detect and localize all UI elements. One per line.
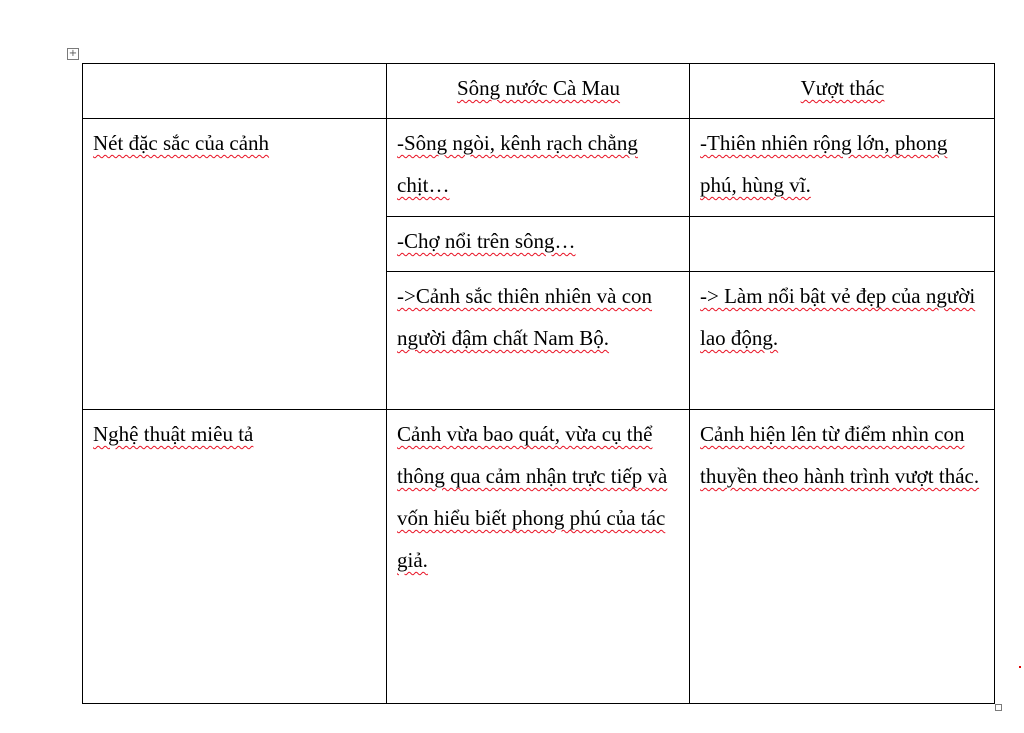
cell-empty[interactable] [690, 217, 995, 272]
spell-mark [1019, 666, 1021, 668]
cell-thien-nhien[interactable]: -Thiên nhiên rộng lớn, phong phú, hùng vĩ. [690, 119, 995, 217]
table-move-icon[interactable]: + [68, 48, 78, 59]
cell-canh-hien-len[interactable]: Cảnh hiện lên từ điểm nhìn con thuyền theo hành trình vượt thác. [690, 410, 995, 704]
header-cell-empty[interactable] [83, 64, 387, 119]
header-cell-song-nuoc-ca-mau[interactable]: Sông nước Cà Mau [387, 64, 690, 119]
header-cell-vuot-thac[interactable]: Vượt thác [690, 64, 995, 119]
comparison-table [82, 63, 995, 704]
table-row [83, 410, 995, 704]
cell-canh-vua-bao-quat[interactable]: Cảnh vừa bao quát, vừa cụ thể thông qua cảm nhận trực tiếp và vốn hiểu biết phong phú của tác giả. [387, 410, 690, 704]
row-label-net-dac-sac[interactable]: Nét đặc sắc của cảnh [83, 119, 387, 410]
text-cursor [994, 410, 995, 440]
table-row [83, 119, 995, 217]
cell-song-ngoi[interactable]: -Sông ngòi, kênh rạch chằng chịt… [387, 119, 690, 217]
table-resize-icon[interactable] [995, 704, 1002, 711]
cell-lam-noi-bat[interactable]: -> Làm nổi bật vẻ đẹp của người lao động. [690, 272, 995, 410]
table-header-row [83, 64, 995, 119]
row-label-nghe-thuat[interactable]: Nghệ thuật miêu tả [83, 410, 387, 704]
cell-cho-noi[interactable]: -Chợ nổi trên sông… [387, 217, 690, 272]
cell-canh-sac[interactable]: ->Cảnh sắc thiên nhiên và con người đậm chất Nam Bộ. [387, 272, 690, 410]
